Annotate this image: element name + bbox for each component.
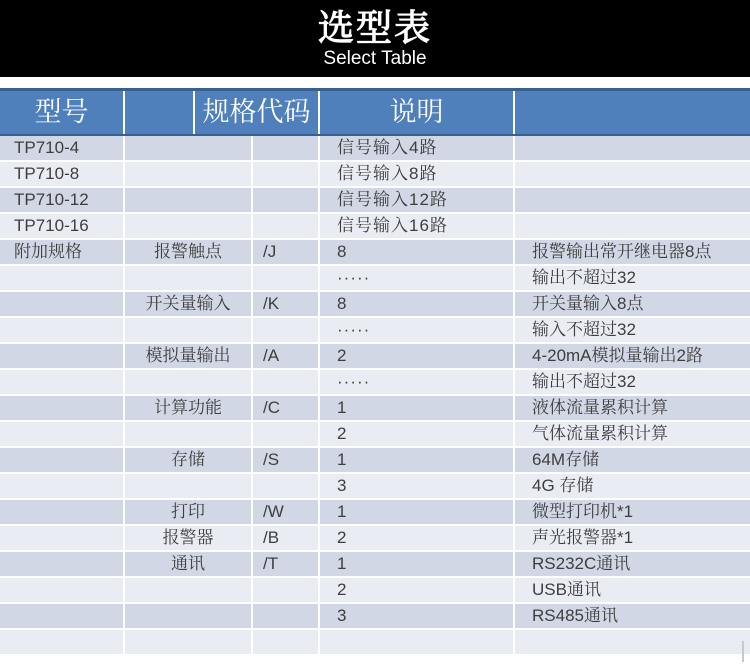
- cell-value: 8: [320, 292, 513, 316]
- cell-spec: 模拟量输出: [125, 344, 251, 368]
- cell-value: 1: [320, 448, 513, 472]
- cell-note: [515, 162, 750, 186]
- table-row: [0, 136, 750, 160]
- cell-model: TP710-4: [0, 136, 123, 160]
- cell-value: 信号输入4路: [320, 136, 513, 160]
- cell-spec: [125, 214, 251, 238]
- cell-spec: [125, 162, 251, 186]
- cell-spec: 报警器: [125, 526, 251, 550]
- table-body: [0, 136, 750, 654]
- table-row: [0, 266, 750, 290]
- cell-code: [253, 266, 318, 290]
- table-row: [0, 214, 750, 238]
- cell-spec: 报警触点: [125, 240, 251, 264]
- cell-code: /T: [253, 552, 318, 576]
- cell-note: 输入不超过32: [515, 318, 750, 342]
- cell-note: 输出不超过32: [515, 370, 750, 394]
- header-cell-blank-2: [515, 91, 750, 134]
- header-cell-blank-1: [125, 91, 193, 134]
- table-row: [0, 240, 750, 264]
- cell-model: [0, 292, 123, 316]
- cell-model: TP710-8: [0, 162, 123, 186]
- cell-value: 信号输入12路: [320, 188, 513, 212]
- cell-value: 2: [320, 422, 513, 446]
- cell-note: 开关量输入8点: [515, 292, 750, 316]
- cell-spec: [125, 266, 251, 290]
- cell-model: [0, 422, 123, 446]
- cell-spec: [125, 578, 251, 602]
- cell-note: [515, 214, 750, 238]
- header-cell-code: 规格代码: [195, 91, 318, 134]
- cell-model: [0, 552, 123, 576]
- cell-model: [0, 500, 123, 524]
- cell-model: [0, 604, 123, 628]
- header-cell-model: 型号: [0, 91, 123, 134]
- cell-value: 1: [320, 396, 513, 420]
- cell-model: [0, 318, 123, 342]
- cell-value: 2: [320, 344, 513, 368]
- cell-value: [320, 630, 513, 654]
- cell-code: [253, 188, 318, 212]
- cell-spec: [125, 474, 251, 498]
- cell-value: 2: [320, 526, 513, 550]
- table-row: [0, 292, 750, 316]
- cell-spec: [125, 604, 251, 628]
- cell-note: 64M存储: [515, 448, 750, 472]
- cell-note: 4-20mA模拟量输出2路: [515, 344, 750, 368]
- cell-code: [253, 214, 318, 238]
- cell-note: [515, 630, 750, 654]
- table-header-row: [0, 88, 750, 136]
- cell-value: ·····: [320, 318, 513, 342]
- cell-code: [253, 136, 318, 160]
- cell-code: [253, 162, 318, 186]
- cell-model: [0, 630, 123, 654]
- cell-code: /K: [253, 292, 318, 316]
- page-title-en: Select Table: [323, 48, 427, 69]
- cell-value: 1: [320, 500, 513, 524]
- table-row: [0, 344, 750, 368]
- table-row: [0, 422, 750, 446]
- cell-note: RS232C通讯: [515, 552, 750, 576]
- cell-value: 2: [320, 578, 513, 602]
- cell-note: 4G 存储: [515, 474, 750, 498]
- table-row: [0, 630, 750, 654]
- cell-code: [253, 604, 318, 628]
- cell-note: RS485通讯: [515, 604, 750, 628]
- cell-code: /B: [253, 526, 318, 550]
- cell-code: [253, 578, 318, 602]
- cell-spec: [125, 630, 251, 654]
- table-row: [0, 370, 750, 394]
- cell-spec: [125, 188, 251, 212]
- cell-note: 微型打印机*1: [515, 500, 750, 524]
- cell-code: /S: [253, 448, 318, 472]
- cell-value: 1: [320, 552, 513, 576]
- table-row: [0, 162, 750, 186]
- table-row: [0, 188, 750, 212]
- cell-note: [515, 136, 750, 160]
- cell-note: 报警输出常开继电器8点: [515, 240, 750, 264]
- cell-spec: 通讯: [125, 552, 251, 576]
- cell-note: 输出不超过32: [515, 266, 750, 290]
- table-row: [0, 396, 750, 420]
- cell-value: 8: [320, 240, 513, 264]
- selection-table: [0, 88, 750, 656]
- cell-note: USB通讯: [515, 578, 750, 602]
- header-cell-desc: 说明: [320, 91, 513, 134]
- cell-value: 信号输入16路: [320, 214, 513, 238]
- cell-code: /J: [253, 240, 318, 264]
- cell-note: 液体流量累积计算: [515, 396, 750, 420]
- table-row: [0, 448, 750, 472]
- cell-model: 附加规格: [0, 240, 123, 264]
- cell-code: [253, 474, 318, 498]
- cell-spec: 开关量输入: [125, 292, 251, 316]
- cell-note: 声光报警器*1: [515, 526, 750, 550]
- table-row: [0, 500, 750, 524]
- cell-note: [515, 188, 750, 212]
- cell-value: ·····: [320, 370, 513, 394]
- page-title-zh: 选型表: [317, 7, 432, 48]
- cell-code: [253, 422, 318, 446]
- cell-code: [253, 370, 318, 394]
- table-row: [0, 578, 750, 602]
- cell-model: [0, 396, 123, 420]
- cell-value: 3: [320, 474, 513, 498]
- table-row: [0, 526, 750, 550]
- cell-value: 信号输入8路: [320, 162, 513, 186]
- cell-spec: 存储: [125, 448, 251, 472]
- table-row: [0, 318, 750, 342]
- cell-model: [0, 526, 123, 550]
- cell-value: 3: [320, 604, 513, 628]
- cell-model: TP710-16: [0, 214, 123, 238]
- cell-code: /W: [253, 500, 318, 524]
- cell-model: [0, 448, 123, 472]
- cell-model: [0, 370, 123, 394]
- cell-spec: [125, 422, 251, 446]
- cell-code: [253, 318, 318, 342]
- cell-model: [0, 474, 123, 498]
- cell-spec: [125, 318, 251, 342]
- title-banner: [0, 0, 750, 77]
- cell-model: TP710-12: [0, 188, 123, 212]
- edge-artifact-line: [742, 641, 744, 662]
- cell-spec: 打印: [125, 500, 251, 524]
- cell-spec: 计算功能: [125, 396, 251, 420]
- table-row: [0, 474, 750, 498]
- table-row: [0, 604, 750, 628]
- table-row: [0, 552, 750, 576]
- cell-code: [253, 630, 318, 654]
- cell-model: [0, 578, 123, 602]
- cell-value: ·····: [320, 266, 513, 290]
- cell-code: /A: [253, 344, 318, 368]
- cell-code: /C: [253, 396, 318, 420]
- cell-spec: [125, 370, 251, 394]
- cell-spec: [125, 136, 251, 160]
- cell-model: [0, 344, 123, 368]
- cell-model: [0, 266, 123, 290]
- cell-note: 气体流量累积计算: [515, 422, 750, 446]
